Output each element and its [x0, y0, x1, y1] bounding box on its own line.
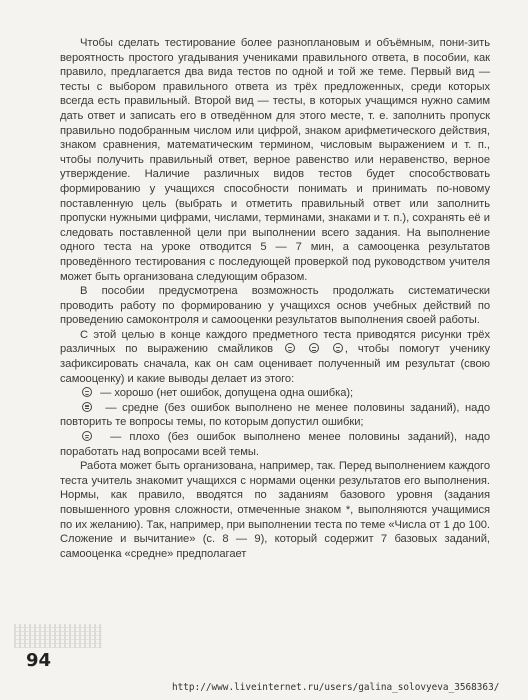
smiley-happy-icon [285, 343, 295, 353]
smiley-sad-icon [82, 431, 92, 441]
smiley-sad-icon [333, 343, 343, 353]
source-watermark: http://www.liveinternet.ru/users/galina_solovyeva_3568363/ [172, 682, 500, 693]
paragraph-test-types: Чтобы сделать тестирование более разноплановым и объёмным, пони-зить вероятность простого угадывания учениками правильного ответа, в пособии, как правило, предлагается два вида тестов по одной и той же теме. Первый вид — тесты с выбором правильного ответа из трёх предложенных, среди которых всегда есть правильный. Второй вид — тесты, в которых учащимся нужно самим дать ответ и записать его в отведённом для этого месте, т. е. заполнить пропуск правильно подобранным числом или цифрой, знаком арифметического действия, знаком сравнения, математическим термином, числовым выражением и т. п., чтобы получить правильный ответ, верное равенство или неравенство, верное утверждение. Наличие различных видов тестов будет способствовать формированию у учащихся способности понимать и принимать по-новому поставленную цель (выбрать и отметить правильный ответ или заполнить пропуски нужными цифрами, числами, терминами, знаками и т. п.), сохранять её и следовать поставленной цели при выполнении всего задания. На выполнение одного теста на уроке отводится 5 — 7 мин, а самооценка результатов проведённого тестирования с последующей проверкой под руководством учителя может быть организована следующим образом. [60, 37, 490, 283]
list-item-bad [60, 430, 490, 459]
list-item-medium [60, 401, 490, 430]
footer-decoration [14, 624, 102, 648]
paragraph-organization: Работа может быть организована, например, так. Перед выполнением каждого теста учитель знакомит учащихся с нормами оценки результатов его выполнения. Нормы, как правило, вводятся по заданиям базового уровня (задания повышенного уровня сложности, отмеченные знаком *, выполняются учащимися по их желанию). Так, например, при выполнении теста по теме «Числа от 1 до 100. Сложение и вычитание» (с. 8 — 9), который содержит 7 базовых заданий, самооценка «средне» предполагает [60, 460, 490, 560]
smileys-intro-text: С этой целью в конце каждого предметного теста приводятся рисунки трёх различных по выражению смайликов [60, 328, 490, 356]
paragraph-self-control: В пособии предусмотрена возможность продолжать систематически проводить работу по формированию у учащихся основ учебных действий по проведению самоконтроля и самооценки результатов выполнения своей работы. [60, 285, 490, 327]
paragraph-smileys-intro [60, 328, 490, 386]
list-item-good-text: — хорошо (нет ошибок, допущена одна ошибка); [100, 387, 354, 400]
smiley-neutral-icon [82, 402, 92, 412]
smileys-intro-text-end: , чтобы помогут ученику зафиксировать сначала, как он сам оценивает полученный им результат (свою самооценку) и какие выводы делает из этого: [60, 343, 491, 385]
page-number: 94 [26, 650, 52, 671]
document-body [60, 36, 490, 561]
list-item-good [60, 386, 490, 401]
list-item-bad-text: — плохо (без ошибок выполнено менее половины заданий), надо поработать над вопросами всей темы. [60, 431, 490, 458]
smiley-neutral-icon [309, 343, 319, 353]
list-item-medium-text: — средне (без ошибок выполнено не менее половины заданий), надо повторить те вопросы темы, по которым допустил ошибки; [60, 401, 490, 429]
smiley-happy-icon [82, 387, 92, 397]
